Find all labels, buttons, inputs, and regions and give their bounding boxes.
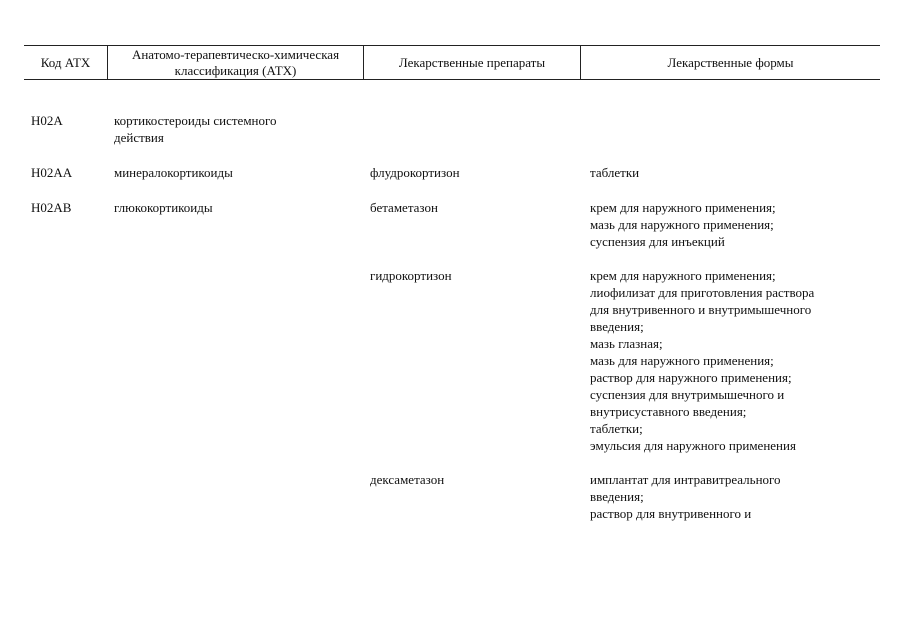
header-drugs-label: Лекарственные препараты — [398, 54, 546, 70]
dosage-forms: крем для наружного применения; лиофилизат для приготовления раствора для внутривенного и внутримышечного введения; мазь глазная; мазь для наружного применения; раствор для наружного применения; суспензия для внутримышечного и внутрисуставного введения; таблетки; эмульсия для наружного применения — [590, 268, 815, 453]
dosage-forms: имплантат для интравитреального введения; раствор для внутривенного и — [590, 472, 781, 521]
dosage-forms: крем для наружного применения; мазь для наружного применения; суспензия для инъекций — [590, 200, 776, 249]
drug-name: гидрокортизон — [370, 268, 452, 283]
atc-code: H02A — [31, 113, 63, 128]
header-classification-label: Анатомо-терапевтическо-химическая классификация (АТХ) — [131, 46, 340, 78]
drug-name: флудрокортизон — [370, 165, 460, 180]
header-code — [24, 46, 107, 79]
header-forms-label: Лекарственные формы — [667, 54, 794, 70]
atc-classification: кортикостероиды системного действия — [114, 113, 277, 145]
table-header-bottom-rule — [24, 79, 880, 80]
header-classification — [108, 46, 363, 79]
atc-code: H02AB — [31, 200, 72, 215]
header-forms — [581, 46, 880, 79]
atc-code: H02AA — [31, 165, 73, 180]
atc-classification: минералокортикоиды — [114, 165, 233, 180]
header-drugs — [364, 46, 580, 79]
header-code-label: Код АТХ — [40, 54, 91, 70]
dosage-forms: таблетки — [590, 165, 640, 180]
atc-classification: глюкокортикоиды — [114, 200, 213, 215]
drug-name: бетаметазон — [370, 200, 438, 215]
drug-name: дексаметазон — [370, 472, 445, 487]
